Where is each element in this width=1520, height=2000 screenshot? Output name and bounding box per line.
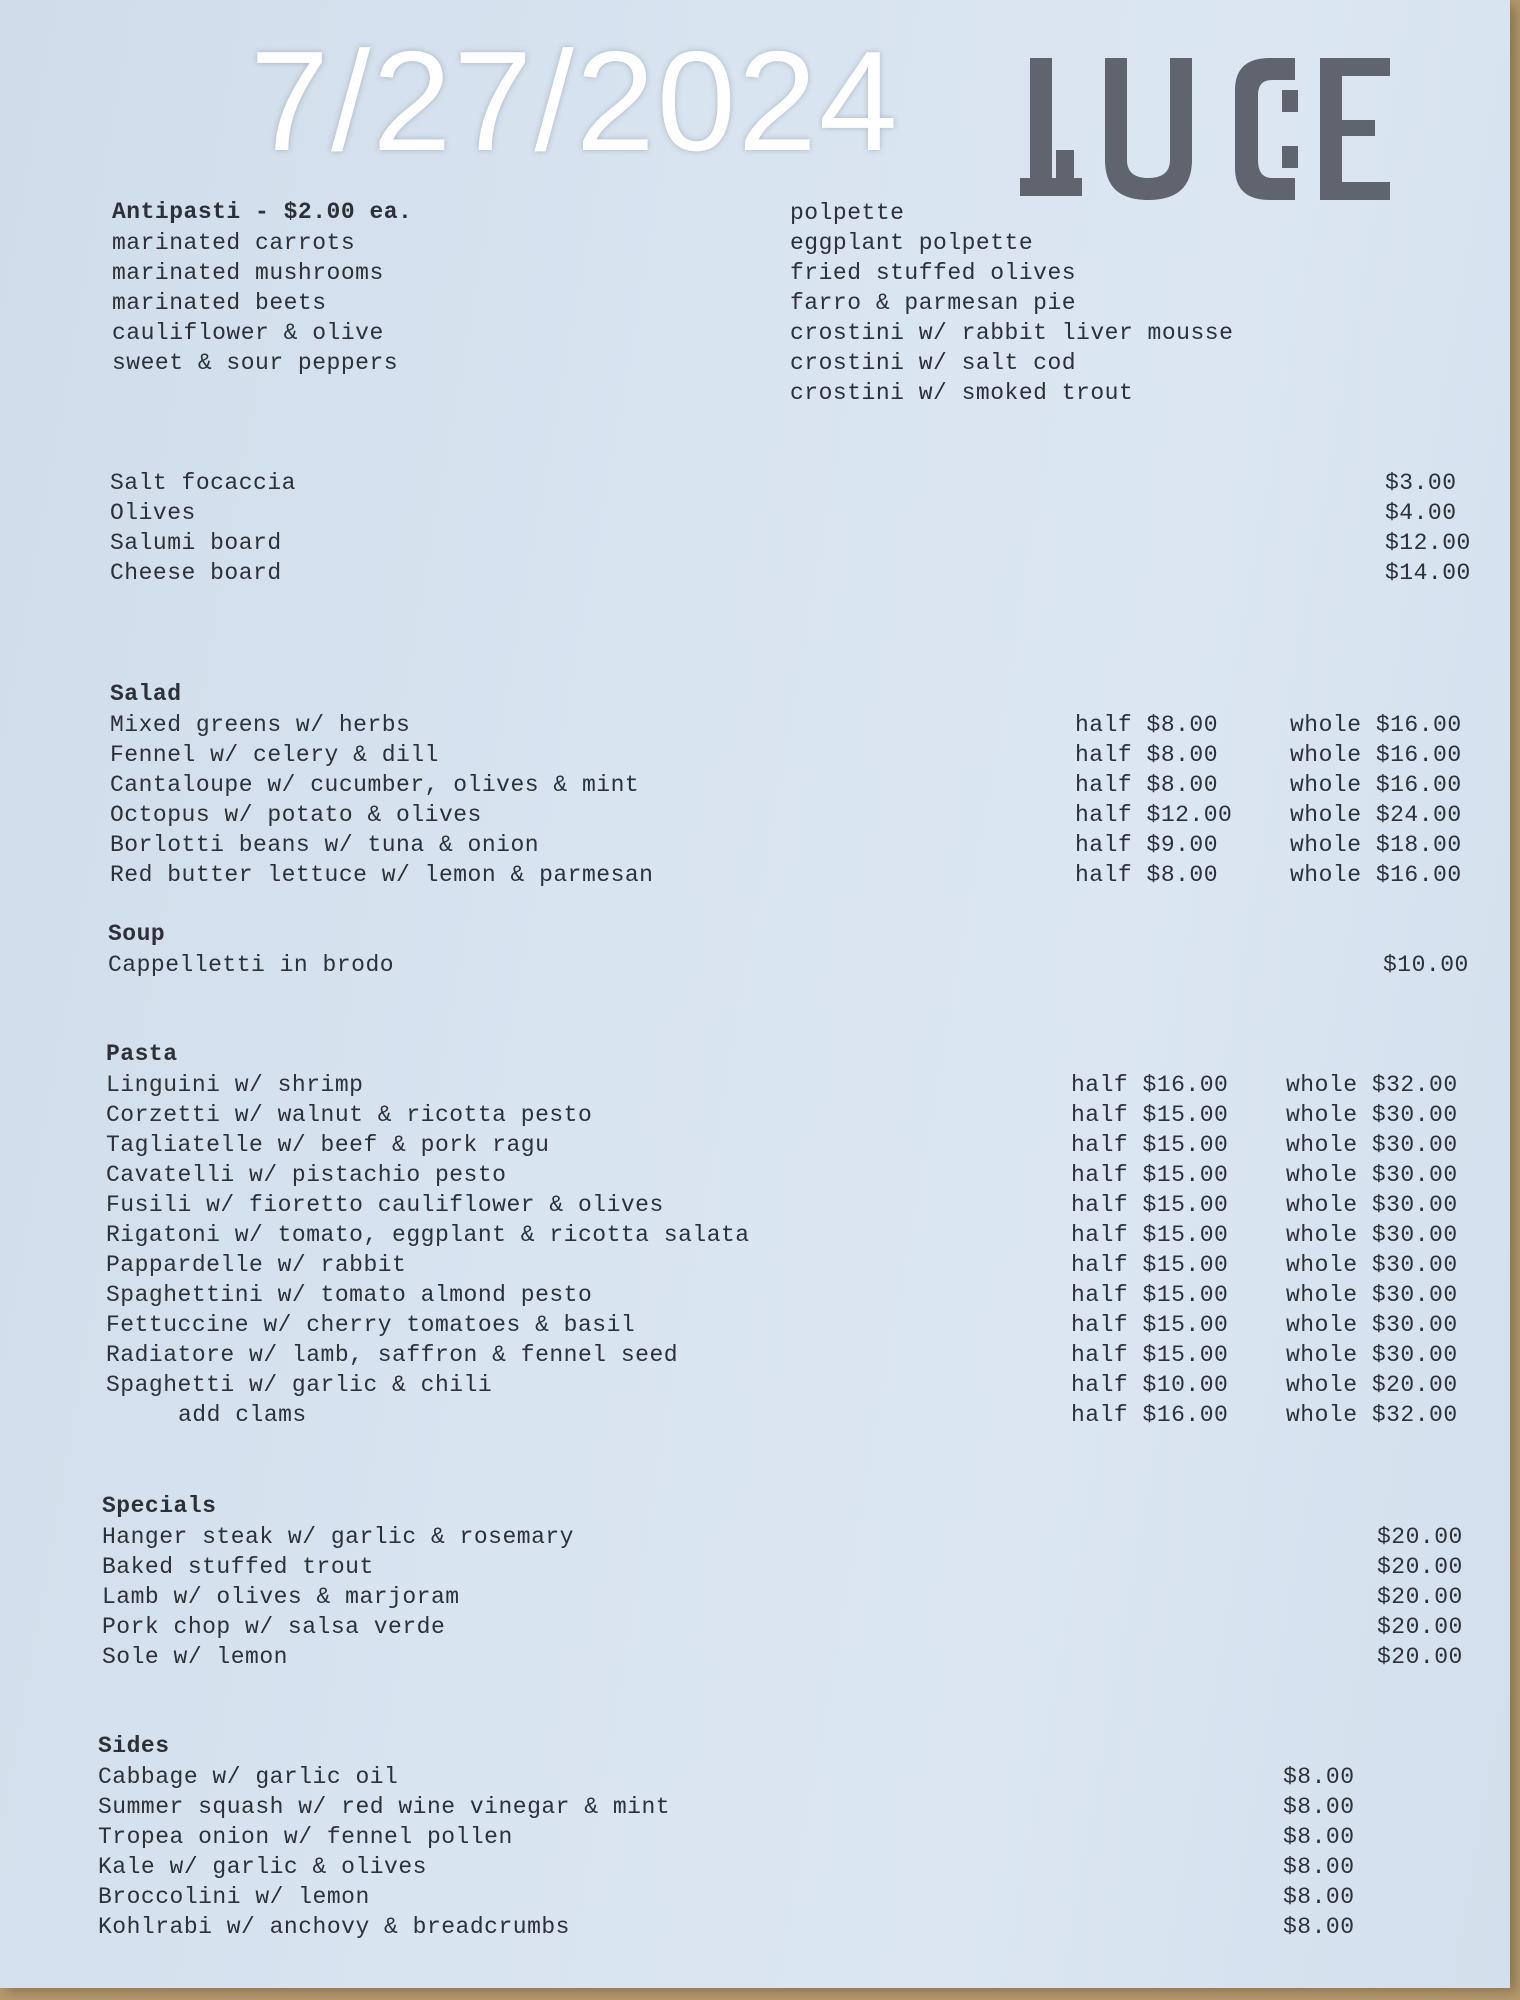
item-price: $4.00 <box>1385 500 1457 526</box>
item-name: Octopus w/ potato & olives <box>110 802 482 828</box>
whole-price: whole $30.00 <box>1286 1132 1458 1158</box>
item-name: Red butter lettuce w/ lemon & parmesan <box>110 862 654 888</box>
item-name: Rigatoni w/ tomato, eggplant & ricotta salata <box>106 1222 750 1248</box>
soup-section <box>108 918 1469 980</box>
antipasti-item: crostini w/ rabbit liver mousse <box>790 320 1234 346</box>
item-price: $8.00 <box>1283 1764 1355 1790</box>
menu-item <box>110 800 1462 830</box>
item-name: Pork chop w/ salsa verde <box>102 1614 446 1640</box>
menu-item <box>110 558 1471 588</box>
half-price: half $15.00 <box>1071 1192 1229 1218</box>
menu-item <box>106 1130 1458 1160</box>
half-price: half $15.00 <box>1071 1252 1229 1278</box>
whole-price: whole $30.00 <box>1286 1342 1458 1368</box>
menu-item <box>110 830 1462 860</box>
menu-item <box>98 1762 1398 1792</box>
item-price: $20.00 <box>1377 1644 1463 1670</box>
menu-item <box>106 1190 1458 1220</box>
item-price: $12.00 <box>1385 530 1471 556</box>
half-price: half $15.00 <box>1071 1282 1229 1308</box>
whole-price: whole $30.00 <box>1286 1312 1458 1338</box>
half-price: half $15.00 <box>1071 1222 1229 1248</box>
antipasti-item: fried stuffed olives <box>790 260 1077 286</box>
date-stamp: 7/27/2024 <box>250 22 900 181</box>
item-name: Kohlrabi w/ anchovy & breadcrumbs <box>98 1914 570 1940</box>
item-name: Baked stuffed trout <box>102 1554 374 1580</box>
starters-section <box>110 468 1471 588</box>
half-price: half $10.00 <box>1071 1372 1229 1398</box>
menu-item <box>98 1852 1398 1882</box>
antipasti-item: crostini w/ smoked trout <box>790 380 1134 406</box>
sides-section <box>98 1730 1398 1942</box>
item-name: Linguini w/ shrimp <box>106 1072 364 1098</box>
whole-price: whole $32.00 <box>1286 1072 1458 1098</box>
menu-item <box>106 1370 1458 1400</box>
item-name: add clams <box>178 1402 307 1428</box>
menu-item <box>106 1070 1458 1100</box>
item-name: Cavatelli w/ pistachio pesto <box>106 1162 507 1188</box>
salad-heading: Salad <box>110 681 182 707</box>
item-name: Fettuccine w/ cherry tomatoes & basil <box>106 1312 636 1338</box>
half-price: half $16.00 <box>1071 1402 1229 1428</box>
item-name: Salt focaccia <box>110 470 296 496</box>
half-price: half $8.00 <box>1075 772 1219 798</box>
item-name: Fennel w/ celery & dill <box>110 742 439 768</box>
item-name: Olives <box>110 500 196 526</box>
menu-item <box>106 1100 1458 1130</box>
antipasti-item: eggplant polpette <box>790 230 1034 256</box>
antipasti-section <box>112 196 412 378</box>
menu-item <box>106 1160 1458 1190</box>
item-name: Fusili w/ fioretto cauliflower & olives <box>106 1192 664 1218</box>
whole-price: whole $30.00 <box>1286 1102 1458 1128</box>
half-price: half $12.00 <box>1075 802 1233 828</box>
item-name: Cheese board <box>110 560 282 586</box>
item-name: Hanger steak w/ garlic & rosemary <box>102 1524 574 1550</box>
item-name: Cantaloupe w/ cucumber, olives & mint <box>110 772 640 798</box>
whole-price: whole $30.00 <box>1286 1282 1458 1308</box>
half-price: half $15.00 <box>1071 1132 1229 1158</box>
menu-item <box>106 1340 1458 1370</box>
half-price: half $9.00 <box>1075 832 1219 858</box>
item-price: $8.00 <box>1283 1824 1355 1850</box>
whole-price: whole $20.00 <box>1286 1372 1458 1398</box>
menu-item <box>102 1612 1463 1642</box>
antipasti-item: marinated mushrooms <box>112 260 384 286</box>
item-name: Mixed greens w/ herbs <box>110 712 411 738</box>
item-price: $14.00 <box>1385 560 1471 586</box>
menu-item <box>108 950 1469 980</box>
item-price: $20.00 <box>1377 1584 1463 1610</box>
menu-item <box>110 860 1462 890</box>
half-price: half $15.00 <box>1071 1312 1229 1338</box>
menu-item <box>110 468 1457 498</box>
menu-item <box>102 1642 1463 1672</box>
half-price: half $15.00 <box>1071 1342 1229 1368</box>
specials-section <box>102 1490 1463 1672</box>
item-price: $20.00 <box>1377 1554 1463 1580</box>
whole-price: whole $16.00 <box>1290 712 1462 738</box>
half-price: half $8.00 <box>1075 742 1219 768</box>
menu-item <box>106 1280 1458 1310</box>
menu-item <box>102 1522 1463 1552</box>
item-name: Spaghettini w/ tomato almond pesto <box>106 1282 593 1308</box>
item-name: Kale w/ garlic & olives <box>98 1854 427 1880</box>
antipasti-item: sweet & sour peppers <box>112 350 399 376</box>
menu-item <box>102 1582 1463 1612</box>
item-name: Corzetti w/ walnut & ricotta pesto <box>106 1102 593 1128</box>
soup-heading: Soup <box>108 921 166 947</box>
item-price: $8.00 <box>1283 1794 1355 1820</box>
item-price: $3.00 <box>1385 470 1457 496</box>
whole-price: whole $24.00 <box>1290 802 1462 828</box>
item-price: $20.00 <box>1377 1614 1463 1640</box>
item-name: Lamb w/ olives & marjoram <box>102 1584 460 1610</box>
menu-item <box>106 1250 1458 1280</box>
item-name: Sole w/ lemon <box>102 1644 288 1670</box>
menu-item <box>102 1552 1463 1582</box>
menu-item <box>98 1822 1398 1852</box>
menu-item <box>110 528 1471 558</box>
item-name: Salumi board <box>110 530 282 556</box>
item-name: Radiatore w/ lamb, saffron & fennel seed <box>106 1342 679 1368</box>
whole-price: whole $32.00 <box>1286 1402 1458 1428</box>
antipasti-item: cauliflower & olive <box>112 320 384 346</box>
item-name: Cabbage w/ garlic oil <box>98 1764 399 1790</box>
half-price: half $15.00 <box>1071 1162 1229 1188</box>
antipasti-right-column <box>790 198 1233 408</box>
menu-item <box>98 1912 1398 1942</box>
item-name: Summer squash w/ red wine vinegar & mint <box>98 1794 671 1820</box>
antipasti-item: farro & parmesan pie <box>790 290 1077 316</box>
whole-price: whole $16.00 <box>1290 862 1462 888</box>
item-price: $20.00 <box>1377 1524 1463 1550</box>
antipasti-heading: Antipasti - $2.00 ea. <box>112 199 413 225</box>
item-price: $10.00 <box>1383 952 1469 978</box>
whole-price: whole $30.00 <box>1286 1222 1458 1248</box>
salad-section <box>110 678 1462 890</box>
whole-price: whole $30.00 <box>1286 1192 1458 1218</box>
menu-item <box>110 770 1462 800</box>
menu-item <box>110 498 1457 528</box>
half-price: half $16.00 <box>1071 1072 1229 1098</box>
item-name: Tagliatelle w/ beef & pork ragu <box>106 1132 550 1158</box>
item-name: Pappardelle w/ rabbit <box>106 1252 407 1278</box>
pasta-heading: Pasta <box>106 1041 178 1067</box>
menu-item <box>110 740 1462 770</box>
item-price: $8.00 <box>1283 1914 1355 1940</box>
antipasti-item: marinated carrots <box>112 230 356 256</box>
menu-item <box>106 1400 1458 1430</box>
menu-item <box>110 710 1462 740</box>
item-name: Cappelletti in brodo <box>108 952 395 978</box>
item-name: Borlotti beans w/ tuna & onion <box>110 832 540 858</box>
item-price: $8.00 <box>1283 1854 1355 1880</box>
half-price: half $8.00 <box>1075 862 1219 888</box>
half-price: half $15.00 <box>1071 1102 1229 1128</box>
menu-item <box>98 1882 1398 1912</box>
antipasti-item: marinated beets <box>112 290 327 316</box>
whole-price: whole $18.00 <box>1290 832 1462 858</box>
whole-price: whole $16.00 <box>1290 772 1462 798</box>
item-name: Broccolini w/ lemon <box>98 1884 370 1910</box>
menu-item <box>106 1220 1458 1250</box>
pasta-section <box>106 1038 1458 1430</box>
item-name: Spaghetti w/ garlic & chili <box>106 1372 493 1398</box>
sides-heading: Sides <box>98 1733 170 1759</box>
whole-price: whole $30.00 <box>1286 1252 1458 1278</box>
antipasti-item: polpette <box>790 200 905 226</box>
item-price: $8.00 <box>1283 1884 1355 1910</box>
menu-item <box>98 1792 1398 1822</box>
specials-heading: Specials <box>102 1493 217 1519</box>
whole-price: whole $30.00 <box>1286 1162 1458 1188</box>
whole-price: whole $16.00 <box>1290 742 1462 768</box>
antipasti-item: crostini w/ salt cod <box>790 350 1077 376</box>
menu-item <box>106 1310 1458 1340</box>
item-name: Tropea onion w/ fennel pollen <box>98 1824 513 1850</box>
half-price: half $8.00 <box>1075 712 1219 738</box>
